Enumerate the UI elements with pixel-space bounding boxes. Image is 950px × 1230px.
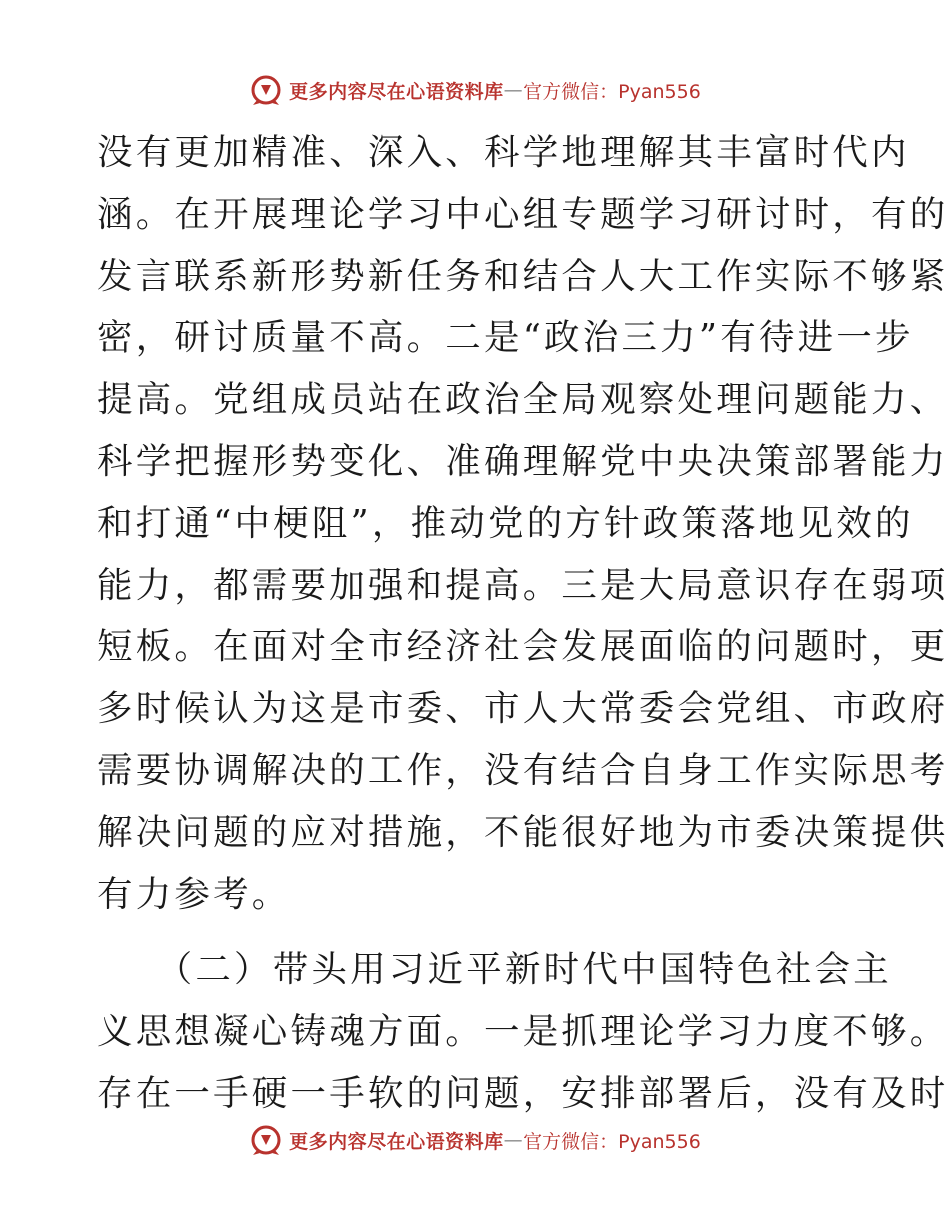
wechat-id-text: 官方微信：Pyan556: [523, 80, 701, 103]
paragraph-2: [97, 939, 949, 1124]
brand-text: 更多内容尽在心语资料库: [289, 80, 504, 103]
text-line: 解决问题的应对措施，不能很好地为市委决策提供: [97, 811, 949, 853]
text-line: 提高。党组成员站在政治全局观察处理问题能力、: [97, 379, 949, 421]
paragraph-1: [97, 122, 949, 925]
text-line: 科学把握形势变化、准确理解党中央决策部署能力: [97, 440, 949, 482]
text-line: 有力参考。: [97, 873, 291, 915]
document-body: [97, 122, 949, 1125]
text-line: 短板。在面对全市经济社会发展面临的问题时，更: [97, 626, 949, 668]
ribbon-seal-icon: [249, 73, 283, 107]
text-line: 多时候认为这是市委、市人大常委会党组、市政府: [97, 688, 949, 730]
text-line: 存在一手硬一手软的问题，安排部署后，没有及时: [97, 1072, 949, 1114]
text-line: 发言联系新形势新任务和结合人大工作实际不够紧: [97, 255, 949, 297]
brand-text: 更多内容尽在心语资料库: [289, 1130, 504, 1153]
text-line: 能力，都需要加强和提高。三是大局意识存在弱项: [97, 564, 949, 606]
banner-separator: —: [503, 1129, 524, 1151]
text-line: 涵。在开展理论学习中心组专题学习研讨时，有的: [97, 193, 949, 235]
header-banner: [0, 70, 950, 110]
text-line: 密，研讨质量不高。二是“政治三力”有待进一步: [97, 317, 914, 359]
text-line: 义思想凝心铸魂方面。一是抓理论学习力度不够。: [97, 1011, 949, 1053]
wechat-id-text: 官方微信：Pyan556: [523, 1130, 701, 1153]
text-line: 需要协调解决的工作，没有结合自身工作实际思考: [97, 749, 949, 791]
footer-banner: [0, 1120, 950, 1160]
banner-separator: —: [503, 79, 524, 101]
text-line: 没有更加精准、深入、科学地理解其丰富时代内: [97, 132, 910, 173]
text-line: （二）带头用习近平新时代中国特色社会主: [97, 949, 892, 991]
text-line: 和打通“中梗阻”，推动党的方针政策落地见效的: [97, 502, 914, 544]
ribbon-seal-icon: [249, 1123, 283, 1157]
